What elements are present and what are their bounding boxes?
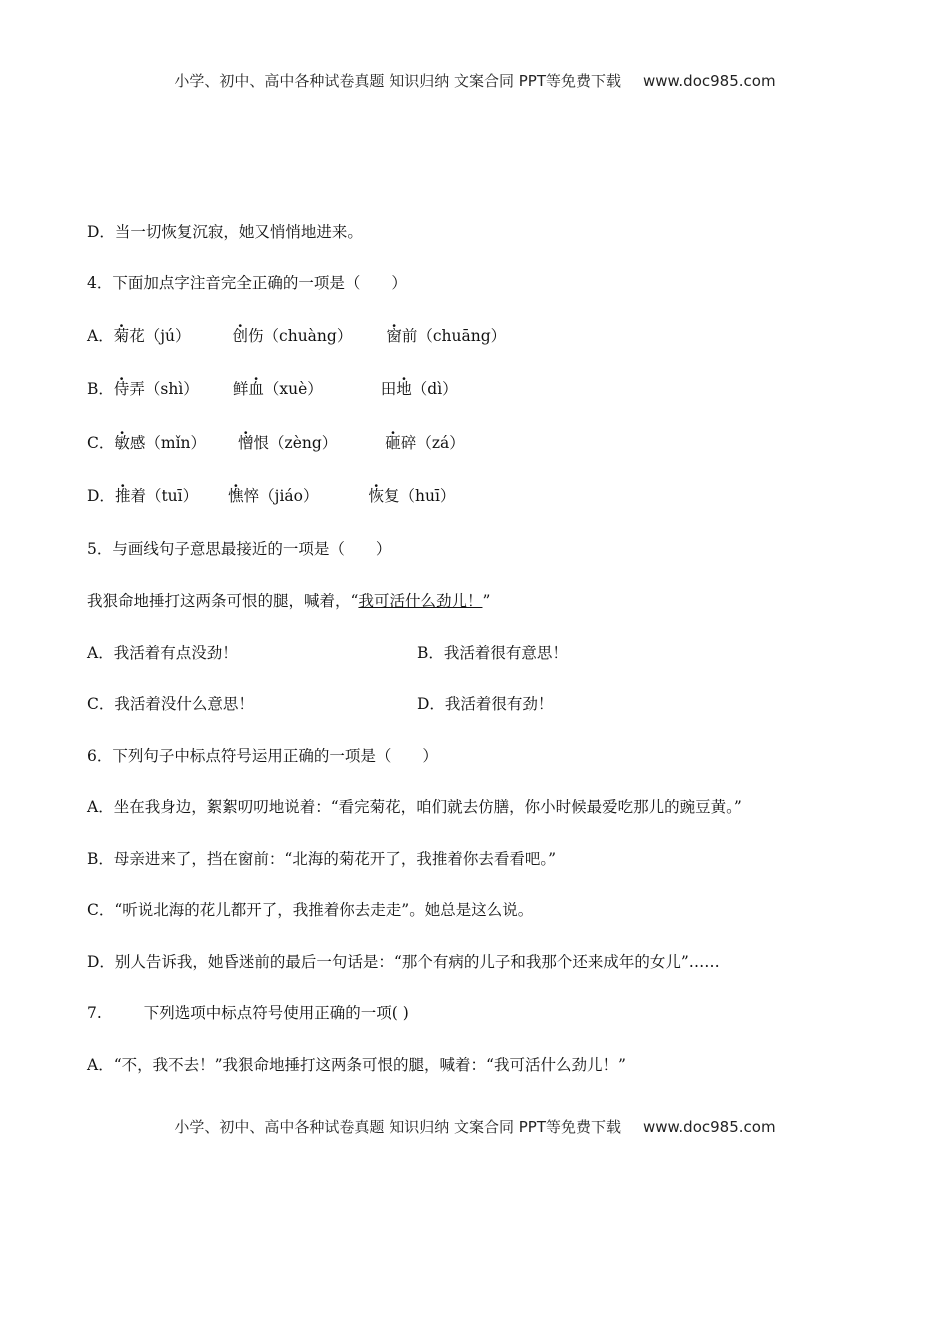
dotted-char: 推	[114, 487, 131, 505]
dotted-char: 敏	[114, 434, 130, 452]
dotted-char: 憔	[228, 487, 244, 505]
footer-site: www.doc985.com	[642, 1118, 776, 1136]
page-footer	[0, 1116, 950, 1137]
q7-stem-line	[87, 1003, 409, 1023]
q7-stem: 下列选项中标点符号使用正确的一项( )	[143, 1004, 409, 1022]
q4-stem: 4．下面加点字注音完全正确的一项是（ ）	[87, 274, 407, 292]
dotted-char: 恢	[368, 487, 384, 505]
footer-text: 小学、初中、高中各种试卷真题 知识归纳 文案合同 PPT等免费下载	[174, 1118, 621, 1136]
q4-option-c: C．敏感（mǐn） 憎恨（zèng） 砸碎（zá）	[87, 434, 465, 452]
header-site: www.doc985.com	[642, 72, 776, 90]
q4-option-a: A．菊花（jú） 创伤（chuàng） 窗前（chuāng）	[87, 327, 507, 345]
dotted-char: 窗	[386, 327, 402, 345]
q6-option-a: A．坐在我身边，絮絮叨叨地说着：“看完菊花，咱们就去仿膳，你小时候最爱吃那儿的豌豆黄。”	[87, 798, 742, 816]
q7-number: 7.	[87, 1004, 102, 1022]
header-text: 小学、初中、高中各种试卷真题 知识归纳 文案合同 PPT等免费下载	[174, 72, 621, 90]
dotted-char: 血	[248, 380, 264, 398]
q5-sentence: 我狠命地捶打这两条可恨的腿，喊着，“我可活什么劲儿！”	[87, 592, 491, 610]
q6-option-c: C．“听说北海的花儿都开了，我推着你去走走”。她总是这么说。	[87, 901, 534, 919]
q6-option-b: B．母亲进来了，挡在窗前：“北海的菊花开了，我推着你去看看吧。”	[87, 850, 556, 868]
dotted-char: 创	[232, 327, 249, 345]
dotted-char: 砸	[385, 434, 401, 452]
q5-option-d: D．我活着很有劲！	[417, 695, 554, 713]
q4-option-b: B．侍弄（shì） 鲜血（xuè） 田地（dì）	[87, 380, 458, 398]
page-header	[0, 70, 950, 91]
q6-stem: 6．下列句子中标点符号运用正确的一项是（ ）	[87, 747, 438, 765]
q5-option-a: A．我活着有点没劲！	[87, 644, 238, 662]
q5-option-b: B．我活着很有意思！	[417, 644, 568, 662]
q5-row-1	[87, 643, 847, 663]
dotted-char: 菊	[113, 327, 130, 345]
q5-option-c: C．我活着没什么意思！	[87, 695, 254, 713]
q4-option-d: D．推着（tuī） 憔悴（jiáo） 恢复（huī）	[87, 487, 456, 505]
underlined-sentence: 我可活什么劲儿！	[358, 592, 483, 610]
q5-stem: 5．与画线句子意思最接近的一项是（ ）	[87, 540, 392, 558]
q6-option-d: D．别人告诉我，她昏迷前的最后一句话是：“那个有病的儿子和我那个还来成年的女儿”……	[87, 953, 720, 971]
dotted-char: 地	[396, 380, 412, 398]
dotted-char: 侍	[113, 380, 130, 398]
dotted-char: 憎	[238, 434, 254, 452]
q5-row-2	[87, 694, 847, 714]
q3-option-d: D．当一切恢复沉寂，她又悄悄地进来。	[87, 223, 363, 241]
q7-option-a: A．“不，我不去！”我狠命地捶打这两条可恨的腿，喊着：“我可活什么劲儿！”	[87, 1056, 626, 1074]
